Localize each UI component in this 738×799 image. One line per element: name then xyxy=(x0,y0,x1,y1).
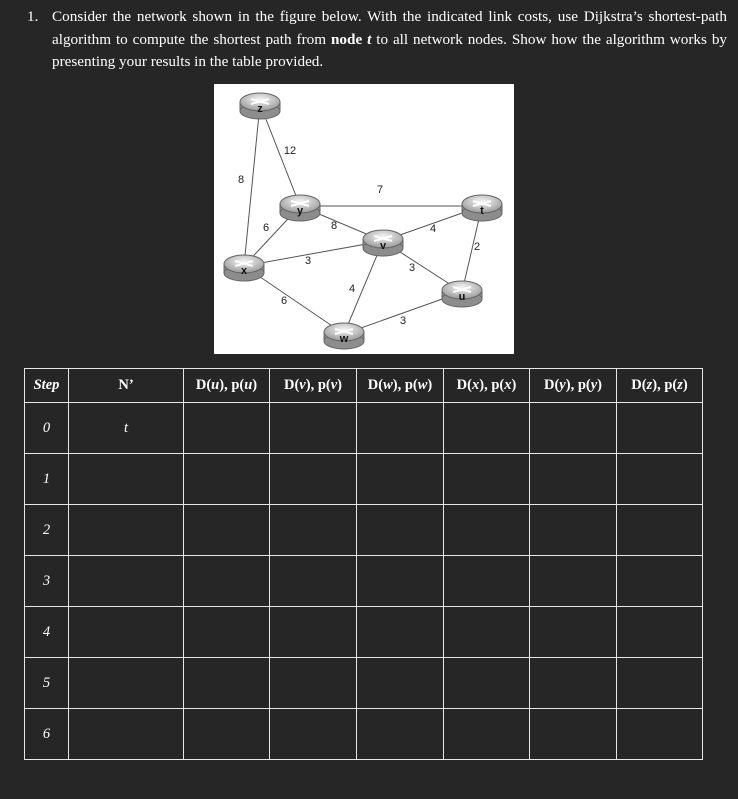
dz-cell xyxy=(617,658,703,709)
link-cost-label: 4 xyxy=(429,223,437,235)
router-node-u xyxy=(442,281,482,307)
link-cost-label: 6 xyxy=(280,295,288,307)
step-cell: 1 xyxy=(25,454,69,505)
dx-cell xyxy=(444,556,530,607)
header-step: Step xyxy=(25,369,69,403)
header-du: D(u), p(u) xyxy=(184,369,270,403)
dx-cell xyxy=(444,709,530,760)
table-row xyxy=(25,709,703,760)
link-z-x xyxy=(244,104,260,266)
dx-cell xyxy=(444,505,530,556)
question xyxy=(27,6,727,74)
du-cell xyxy=(184,658,270,709)
step-cell: 0 xyxy=(25,403,69,454)
dv-cell xyxy=(270,658,357,709)
table-row xyxy=(25,403,703,454)
question-text-end: to all network nodes. Show how the algorithm works by presenting your results in the table provided. xyxy=(52,30,728,70)
dx-cell xyxy=(444,607,530,658)
dy-cell xyxy=(530,556,617,607)
nprime-cell: t xyxy=(69,403,184,454)
dy-cell xyxy=(530,607,617,658)
dw-cell xyxy=(357,454,444,505)
question-bold-node xyxy=(331,31,371,48)
dy-cell xyxy=(530,505,617,556)
step-cell: 5 xyxy=(25,658,69,709)
dv-cell xyxy=(270,505,357,556)
du-cell xyxy=(184,454,270,505)
dy-cell xyxy=(530,658,617,709)
step-cell: 2 xyxy=(25,505,69,556)
link-cost-label: 8 xyxy=(237,174,245,186)
router-node-y xyxy=(280,195,320,221)
nprime-cell xyxy=(69,505,184,556)
table-row xyxy=(25,607,703,658)
dz-cell xyxy=(617,505,703,556)
dw-cell xyxy=(357,709,444,760)
dy-cell xyxy=(530,403,617,454)
table-row xyxy=(25,505,703,556)
network-figure xyxy=(214,84,514,354)
du-cell xyxy=(184,709,270,760)
link-cost-label: 3 xyxy=(399,315,407,327)
nprime-cell xyxy=(69,556,184,607)
du-cell xyxy=(184,607,270,658)
link-cost-label: 2 xyxy=(473,241,481,253)
du-cell xyxy=(184,505,270,556)
table-header-row xyxy=(25,369,703,403)
node-label: u xyxy=(458,291,466,303)
link-cost-label: 6 xyxy=(262,222,270,234)
bold-node-t: t xyxy=(367,30,372,48)
bold-node-word: node xyxy=(330,30,368,48)
step-cell: 3 xyxy=(25,556,69,607)
header-dz: D(z), p(z) xyxy=(617,369,703,403)
dijkstra-table xyxy=(24,368,703,760)
node-label: z xyxy=(257,103,263,115)
nprime-cell xyxy=(69,709,184,760)
step-cell: 6 xyxy=(25,709,69,760)
header-nprime: N’ xyxy=(69,369,184,403)
du-cell xyxy=(184,403,270,454)
du-cell xyxy=(184,556,270,607)
dx-cell xyxy=(444,403,530,454)
network-diagram xyxy=(214,84,514,354)
node-label: y xyxy=(296,205,304,217)
dw-cell xyxy=(357,607,444,658)
router-node-t xyxy=(462,195,502,221)
link-cost-label: 3 xyxy=(408,262,416,274)
dv-cell xyxy=(270,454,357,505)
dz-cell xyxy=(617,607,703,658)
dy-cell xyxy=(530,454,617,505)
header-dx: D(x), p(x) xyxy=(444,369,530,403)
dw-cell xyxy=(357,505,444,556)
link-v-x xyxy=(244,241,383,266)
link-cost-label: 4 xyxy=(348,283,356,295)
router-node-w xyxy=(324,323,364,349)
dw-cell xyxy=(357,556,444,607)
link-cost-label: 3 xyxy=(304,255,312,267)
header-dy: D(y), p(y) xyxy=(530,369,617,403)
dz-cell xyxy=(617,454,703,505)
dw-cell xyxy=(357,658,444,709)
dv-cell xyxy=(270,607,357,658)
header-dv: D(v), p(v) xyxy=(270,369,357,403)
link-cost-label: 7 xyxy=(376,184,384,196)
step-cell: 4 xyxy=(25,607,69,658)
nprime-cell xyxy=(69,658,184,709)
table-row xyxy=(25,454,703,505)
question-number: 1. xyxy=(27,8,39,25)
node-label: x xyxy=(240,265,248,277)
dv-cell xyxy=(270,403,357,454)
question-text-part: Consider the network shown in the figure below. With the indicated link costs, use Dijkstra’s shortest-path algorithm to compute the shortest path from xyxy=(52,8,727,48)
router-node-x xyxy=(224,255,264,281)
dy-cell xyxy=(530,709,617,760)
question-text xyxy=(52,6,727,74)
table-row xyxy=(25,658,703,709)
dv-cell xyxy=(270,709,357,760)
router-node-z xyxy=(240,93,280,119)
dw-cell xyxy=(357,403,444,454)
header-dw: D(w), p(w) xyxy=(357,369,444,403)
dx-cell xyxy=(444,454,530,505)
link-cost-label: 12 xyxy=(283,145,297,157)
node-label: v xyxy=(379,240,387,252)
nprime-cell xyxy=(69,607,184,658)
node-label: t xyxy=(480,205,484,217)
table-row xyxy=(25,556,703,607)
dz-cell xyxy=(617,556,703,607)
dv-cell xyxy=(270,556,357,607)
nprime-cell xyxy=(69,454,184,505)
link-cost-label: 8 xyxy=(330,220,338,232)
router-node-v xyxy=(363,230,403,256)
node-label: w xyxy=(339,333,349,345)
dz-cell xyxy=(617,403,703,454)
dx-cell xyxy=(444,658,530,709)
dz-cell xyxy=(617,709,703,760)
